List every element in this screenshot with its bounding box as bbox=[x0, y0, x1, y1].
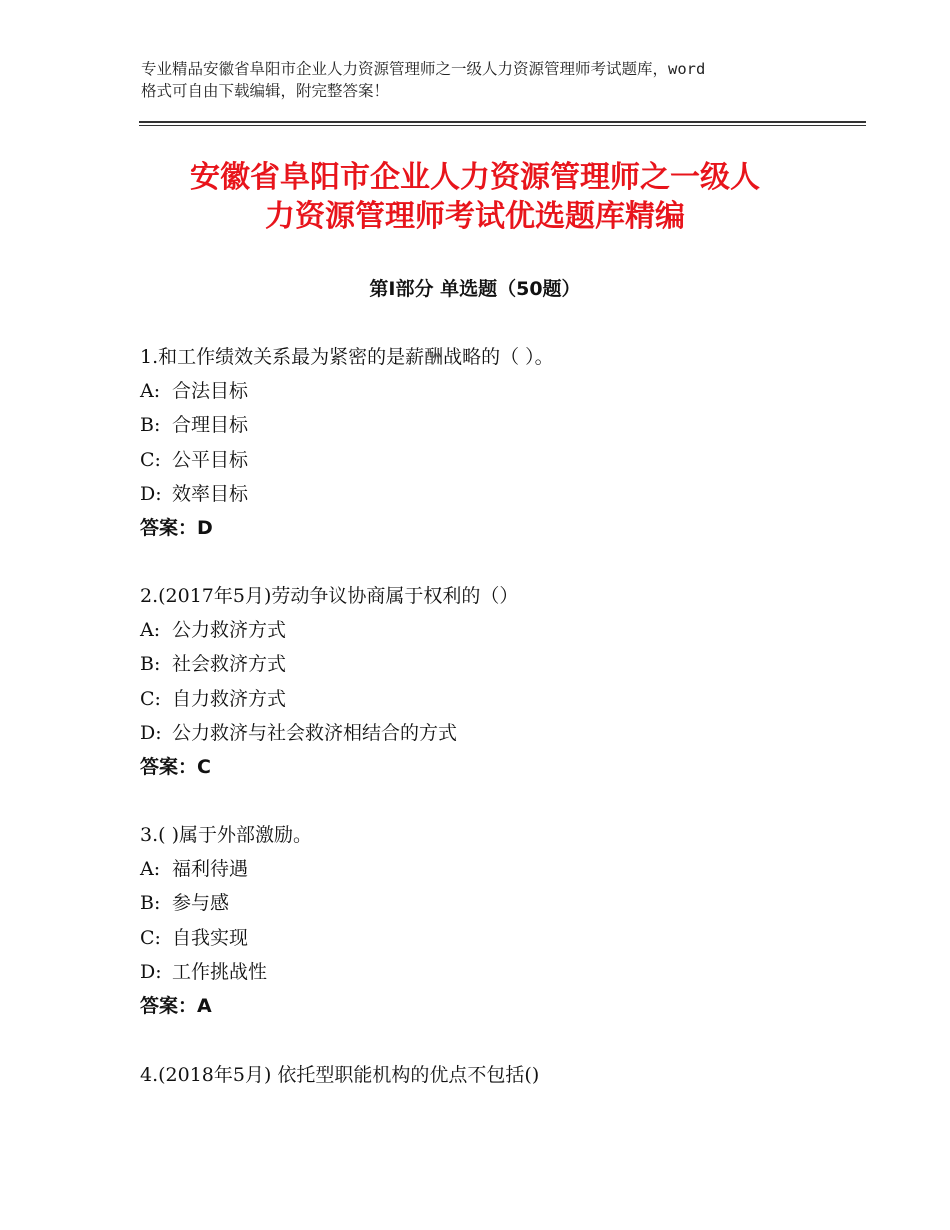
header-divider-thin bbox=[139, 125, 866, 126]
option-text: 工作挑战性 bbox=[172, 960, 268, 983]
option-text: 自力救济方式 bbox=[172, 687, 287, 710]
document-title-line-1: 安徽省阜阳市企业人力资源管理师之一级人 bbox=[190, 160, 760, 195]
option-a bbox=[140, 613, 880, 647]
option-d bbox=[140, 477, 880, 511]
option-c bbox=[140, 921, 880, 955]
option-key: A: bbox=[140, 619, 161, 642]
option-text: 合理目标 bbox=[172, 414, 249, 437]
option-key: C: bbox=[140, 687, 161, 710]
option-text: 效率目标 bbox=[172, 482, 249, 505]
option-c bbox=[140, 443, 880, 477]
option-key: A: bbox=[140, 858, 161, 881]
question-1 bbox=[140, 340, 880, 545]
question-3 bbox=[140, 818, 880, 1023]
option-text: 参与感 bbox=[172, 892, 230, 915]
option-text: 社会救济方式 bbox=[172, 653, 287, 676]
option-key: D: bbox=[140, 482, 162, 505]
header-note bbox=[141, 58, 841, 102]
question-stem: 1.和工作绩效关系最为紧密的是薪酬战略的（ ）。 bbox=[140, 346, 554, 368]
option-key: C: bbox=[140, 926, 161, 949]
option-text: 公力救济与社会救济相结合的方式 bbox=[172, 721, 458, 744]
option-b bbox=[140, 408, 880, 442]
answer-line: 答案：D bbox=[140, 516, 213, 539]
option-text: 福利待遇 bbox=[172, 858, 249, 881]
header-note-line-1: 专业精品安徽省阜阳市企业人力资源管理师之一级人力资源管理师考试题库，word bbox=[141, 60, 706, 78]
option-key: D: bbox=[140, 960, 162, 983]
option-text: 公力救济方式 bbox=[172, 619, 287, 642]
option-d bbox=[140, 716, 880, 750]
option-key: B: bbox=[140, 892, 161, 915]
question-stem: 2.(2017年5月)劳动争议协商属于权利的（） bbox=[140, 585, 519, 607]
section-title: 第Ⅰ部分 单选题（50题） bbox=[369, 278, 581, 300]
option-key: B: bbox=[140, 653, 161, 676]
question-stem: 4.(2018年5月) 依托型职能机构的优点不包括() bbox=[140, 1064, 540, 1086]
header-note-line-2: 格式可自由下载编辑，附完整答案！ bbox=[141, 82, 390, 100]
option-text: 自我实现 bbox=[172, 926, 249, 949]
option-key: D: bbox=[140, 721, 162, 744]
option-key: B: bbox=[140, 414, 161, 437]
option-c bbox=[140, 682, 880, 716]
document-title-line-2: 力资源管理师考试优选题库精编 bbox=[265, 199, 685, 234]
question-2 bbox=[140, 579, 880, 784]
question-stem: 3.( )属于外部激励。 bbox=[140, 824, 312, 846]
option-key: A: bbox=[140, 380, 161, 403]
header-divider-thick bbox=[139, 121, 866, 123]
option-a bbox=[140, 374, 880, 408]
option-text: 合法目标 bbox=[172, 380, 249, 403]
answer-line: 答案：C bbox=[140, 755, 211, 778]
document-title bbox=[110, 158, 840, 236]
option-b bbox=[140, 647, 880, 681]
option-b bbox=[140, 886, 880, 920]
answer-line: 答案：A bbox=[140, 994, 212, 1017]
question-4 bbox=[140, 1058, 880, 1092]
option-key: C: bbox=[140, 448, 161, 471]
option-d bbox=[140, 955, 880, 989]
option-text: 公平目标 bbox=[172, 448, 249, 471]
option-a bbox=[140, 852, 880, 886]
